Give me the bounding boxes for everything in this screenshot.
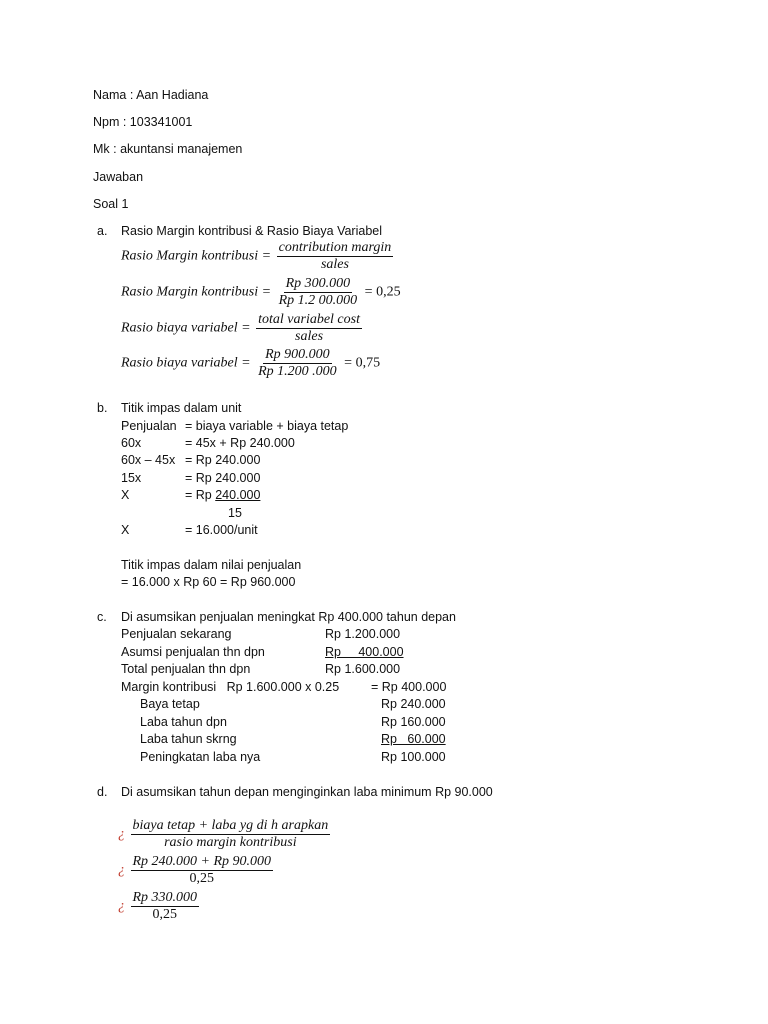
fraction (256, 347, 339, 380)
fraction-numerator: biaya tetap + laba yg di h arapkan (132, 818, 329, 833)
equation-cm-ratio-value (121, 276, 401, 309)
line-label: Total penjualan thn dpn (121, 662, 251, 676)
line-value: Rp 1.200.000 (325, 627, 401, 641)
student-name: Nama : Aan Hadiana (93, 88, 209, 102)
fraction-denominator: rasio margin kontribusi (164, 835, 297, 850)
inverted-question-symbol: ¿ (118, 826, 125, 842)
calc-row-label: 60x (121, 436, 142, 450)
section-b-marker: b. (97, 401, 108, 415)
answer-heading: Jawaban (93, 170, 144, 184)
calc-row-value (185, 487, 260, 504)
line-label: Laba tahun dpn (140, 715, 227, 729)
equation-target-total (118, 890, 201, 923)
line-label: Baya tetap (140, 697, 200, 711)
inverted-question-symbol: ¿ (118, 898, 125, 914)
section-d-title: Di asumsikan tahun depan menginginkan laba minimum Rp 90.000 (121, 785, 493, 799)
equation-lhs: Rasio Margin kontribusi = (121, 284, 272, 300)
line-value: Rp 240.000 (381, 697, 446, 711)
fraction-numerator: contribution margin (278, 240, 392, 255)
fraction (131, 818, 331, 851)
section-c-title: Di asumsikan penjualan meningkat Rp 400.000 tahun depan (121, 610, 456, 624)
equation-lhs: Rasio biaya variabel = (121, 355, 251, 371)
fraction (277, 276, 360, 309)
fraction-numerator: total variabel cost (258, 312, 360, 327)
fraction-denominator: 0,25 (152, 907, 178, 922)
calc-row-label: 60x – 45x (121, 453, 176, 467)
calc-row-label: X (121, 523, 130, 537)
equation-lhs: Rasio biaya variabel = (121, 320, 251, 336)
fraction-numerator: Rp 330.000 (132, 890, 198, 905)
line-value: Rp 400.000 (325, 645, 404, 659)
section-a-marker: a. (97, 224, 108, 238)
equation-result: = 0,75 (344, 355, 381, 371)
fraction-denominator: Rp 1.200 .000 (258, 364, 337, 379)
line-value: Rp 100.000 (381, 750, 446, 764)
section-d-marker: d. (97, 785, 108, 799)
fraction-denominator: Rp 1.2 00.000 (278, 293, 358, 308)
line-value: Rp 1.600.000 (325, 662, 401, 676)
calc-row-label: X (121, 488, 130, 502)
equation-target-formula (118, 818, 332, 851)
fraction (131, 854, 274, 887)
line-label: Penjualan sekarang (121, 627, 232, 641)
section-b-title: Titik impas dalam unit (121, 401, 242, 415)
fraction (277, 240, 394, 273)
line-value: = Rp 400.000 (371, 680, 447, 694)
calc-row-value: = Rp 240.000 (185, 453, 261, 467)
calc-row-value: = 45x + Rp 240.000 (185, 436, 295, 450)
course-name: Mk : akuntansi manajemen (93, 142, 243, 156)
section-c-marker: c. (97, 610, 107, 624)
calc-denominator: 15 (228, 506, 242, 520)
line-label: Asumsi penjualan thn dpn (121, 645, 265, 659)
calc-row-label: Penjualan (121, 419, 177, 433)
equation-target-values (118, 854, 275, 887)
line-label: Peningkatan laba nya (140, 750, 261, 764)
equation-vc-ratio-value (121, 347, 380, 380)
bep-sales-value: = 16.000 x Rp 60 = Rp 960.000 (121, 575, 296, 589)
fraction (256, 312, 362, 345)
fraction-numerator: Rp 900.000 (265, 347, 330, 362)
question-heading: Soal 1 (93, 197, 129, 211)
fraction-denominator: sales (295, 329, 324, 344)
equation-result: = 0,25 (364, 284, 401, 300)
calc-row-value: = Rp 240.000 (185, 471, 261, 485)
calc-row-value: = biaya variable + biaya tetap (185, 419, 349, 433)
section-a-title: Rasio Margin kontribusi & Rasio Biaya Variabel (121, 224, 382, 238)
student-npm: Npm : 103341001 (93, 115, 193, 129)
calc-row-label: 15x (121, 471, 142, 485)
calc-numerator: 240.000 (215, 488, 261, 502)
equation-lhs: Rasio Margin kontribusi = (121, 248, 272, 264)
fraction-denominator: 0,25 (189, 871, 215, 886)
bep-sales-title: Titik impas dalam nilai penjualan (121, 558, 302, 572)
equation-vc-ratio-formula (121, 312, 364, 345)
fraction-denominator: sales (320, 257, 349, 272)
inverted-question-symbol: ¿ (118, 862, 125, 878)
line-label: Margin kontribusi Rp 1.600.000 x 0.25 (121, 680, 340, 694)
calc-prefix: = Rp (185, 488, 216, 502)
line-label: Laba tahun skrng (140, 732, 237, 746)
fraction (131, 890, 200, 923)
line-value: Rp 160.000 (381, 715, 446, 729)
equation-cm-ratio-formula (121, 240, 395, 273)
line-value: Rp 60.000 (381, 732, 446, 746)
fraction-numerator: Rp 240.000 + Rp 90.000 (132, 854, 272, 869)
fraction-numerator: Rp 300.000 (285, 276, 351, 291)
calc-row-value: = 16.000/unit (185, 523, 258, 537)
